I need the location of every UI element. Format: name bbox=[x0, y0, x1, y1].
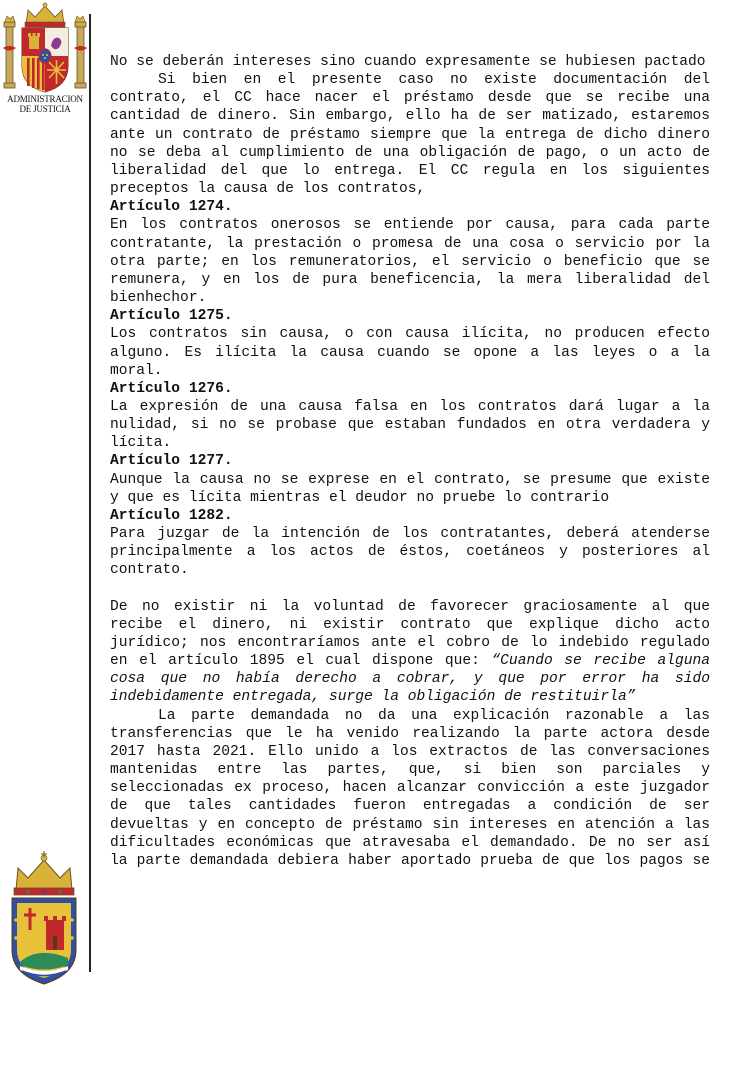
article-1274-title: Artículo 1274. bbox=[110, 199, 233, 216]
article-1277-text: Aunque la causa no se exprese en el contrato, se presume que existe y que es lícita mientras el deudor no pruebe lo contrario bbox=[110, 471, 710, 506]
spain-coat-of-arms-icon bbox=[2, 0, 88, 96]
article-1282-title: Artículo 1282. bbox=[110, 507, 233, 524]
article-1275-title: Artículo 1275. bbox=[110, 308, 233, 325]
cobro-indebido-text: De no existir ni la voluntad de favorecer graciosamente al que recibe el dinero, ni existir contrato que explique dicho acto jurídico; nos encontraríamos ante el cobro de lo indebido regulado en el artículo 1895 el cual dispone que: bbox=[110, 598, 710, 670]
paragraph-valoracion: La parte demandada no da una explicación razonable a las transferencias que le ha venido realizando la parte actora desde 2017 hasta 2021. Ello unido a los extractos de las conversaciones mantenidas entre las partes, que, si bien son parciales y seleccionadas ex proceso, hacen alcanzar convicción a este juzgador de que tales cantidades fueron entregadas a condición de ser devueltas y en concepto de préstamo sin intereses en atención a las dificultades económicas que atravesaba el demandado. De no ser así la parte demandada debiera haber aportado prueba de que los pagos se bbox=[110, 707, 710, 869]
article-1276-text: La expresión de una causa falsa en los contratos dará lugar a la nulidad, si no se probase que estaban fundados en otra verdadera y lícita. bbox=[110, 398, 710, 452]
margin-rule bbox=[89, 14, 91, 972]
document-body bbox=[110, 53, 710, 870]
article-1895-quote: “Cuando se recibe alguna cosa que no había derecho a cobrar, y que por error ha sido indebidamente entregada, surge la obligación de restituirla” bbox=[110, 653, 710, 706]
article-1274-text: En los contratos onerosos se entiende por causa, para cada parte contratante, la prestación o promesa de una cosa o servicio por la otra parte; en los remuneratorios, el servicio o beneficio que se remunera, y en los de pura beneficencia, la mera liberalidad del bienhechor. bbox=[110, 217, 710, 307]
seal-caption-line2: DE JUSTICIA bbox=[19, 104, 71, 114]
seal-caption-line1: ADMINISTRACION bbox=[7, 94, 83, 104]
la-rioja-coat-of-arms-icon bbox=[8, 850, 80, 985]
article-1277-title: Artículo 1277. bbox=[110, 453, 233, 470]
paragraph-intereses: No se deberán intereses sino cuando expresamente se hubiesen pactado bbox=[110, 54, 706, 70]
paragraph-spacer bbox=[110, 580, 710, 598]
paragraph-prestamo: Si bien en el presente caso no existe documentación del contrato, el CC hace nacer el préstamo desde que se recibe una cantidad de dinero. Sin embargo, ello ha de ser matizado, estaremos ante un contrato de préstamo siempre que la entrega de dicho dinero no se deba al cumplimiento de una obligación de pago, o un acto de liberalidad del que lo entrega. El CC regula en los siguientes preceptos la causa de los contratos, bbox=[110, 72, 710, 198]
article-1276-title: Artículo 1276. bbox=[110, 380, 233, 397]
paragraph-cobro-indebido bbox=[110, 598, 710, 707]
seal-caption bbox=[0, 94, 90, 114]
article-1282-text: Para juzgar de la intención de los contratantes, deberá atenderse principalmente a los actos de éstos, coetáneos y posteriores al contrato. bbox=[110, 526, 710, 579]
article-1275-text: Los contratos sin causa, o con causa ilícita, no producen efecto alguno. Es ilícita la causa cuando se opone a las leyes o a la moral. bbox=[110, 326, 710, 379]
